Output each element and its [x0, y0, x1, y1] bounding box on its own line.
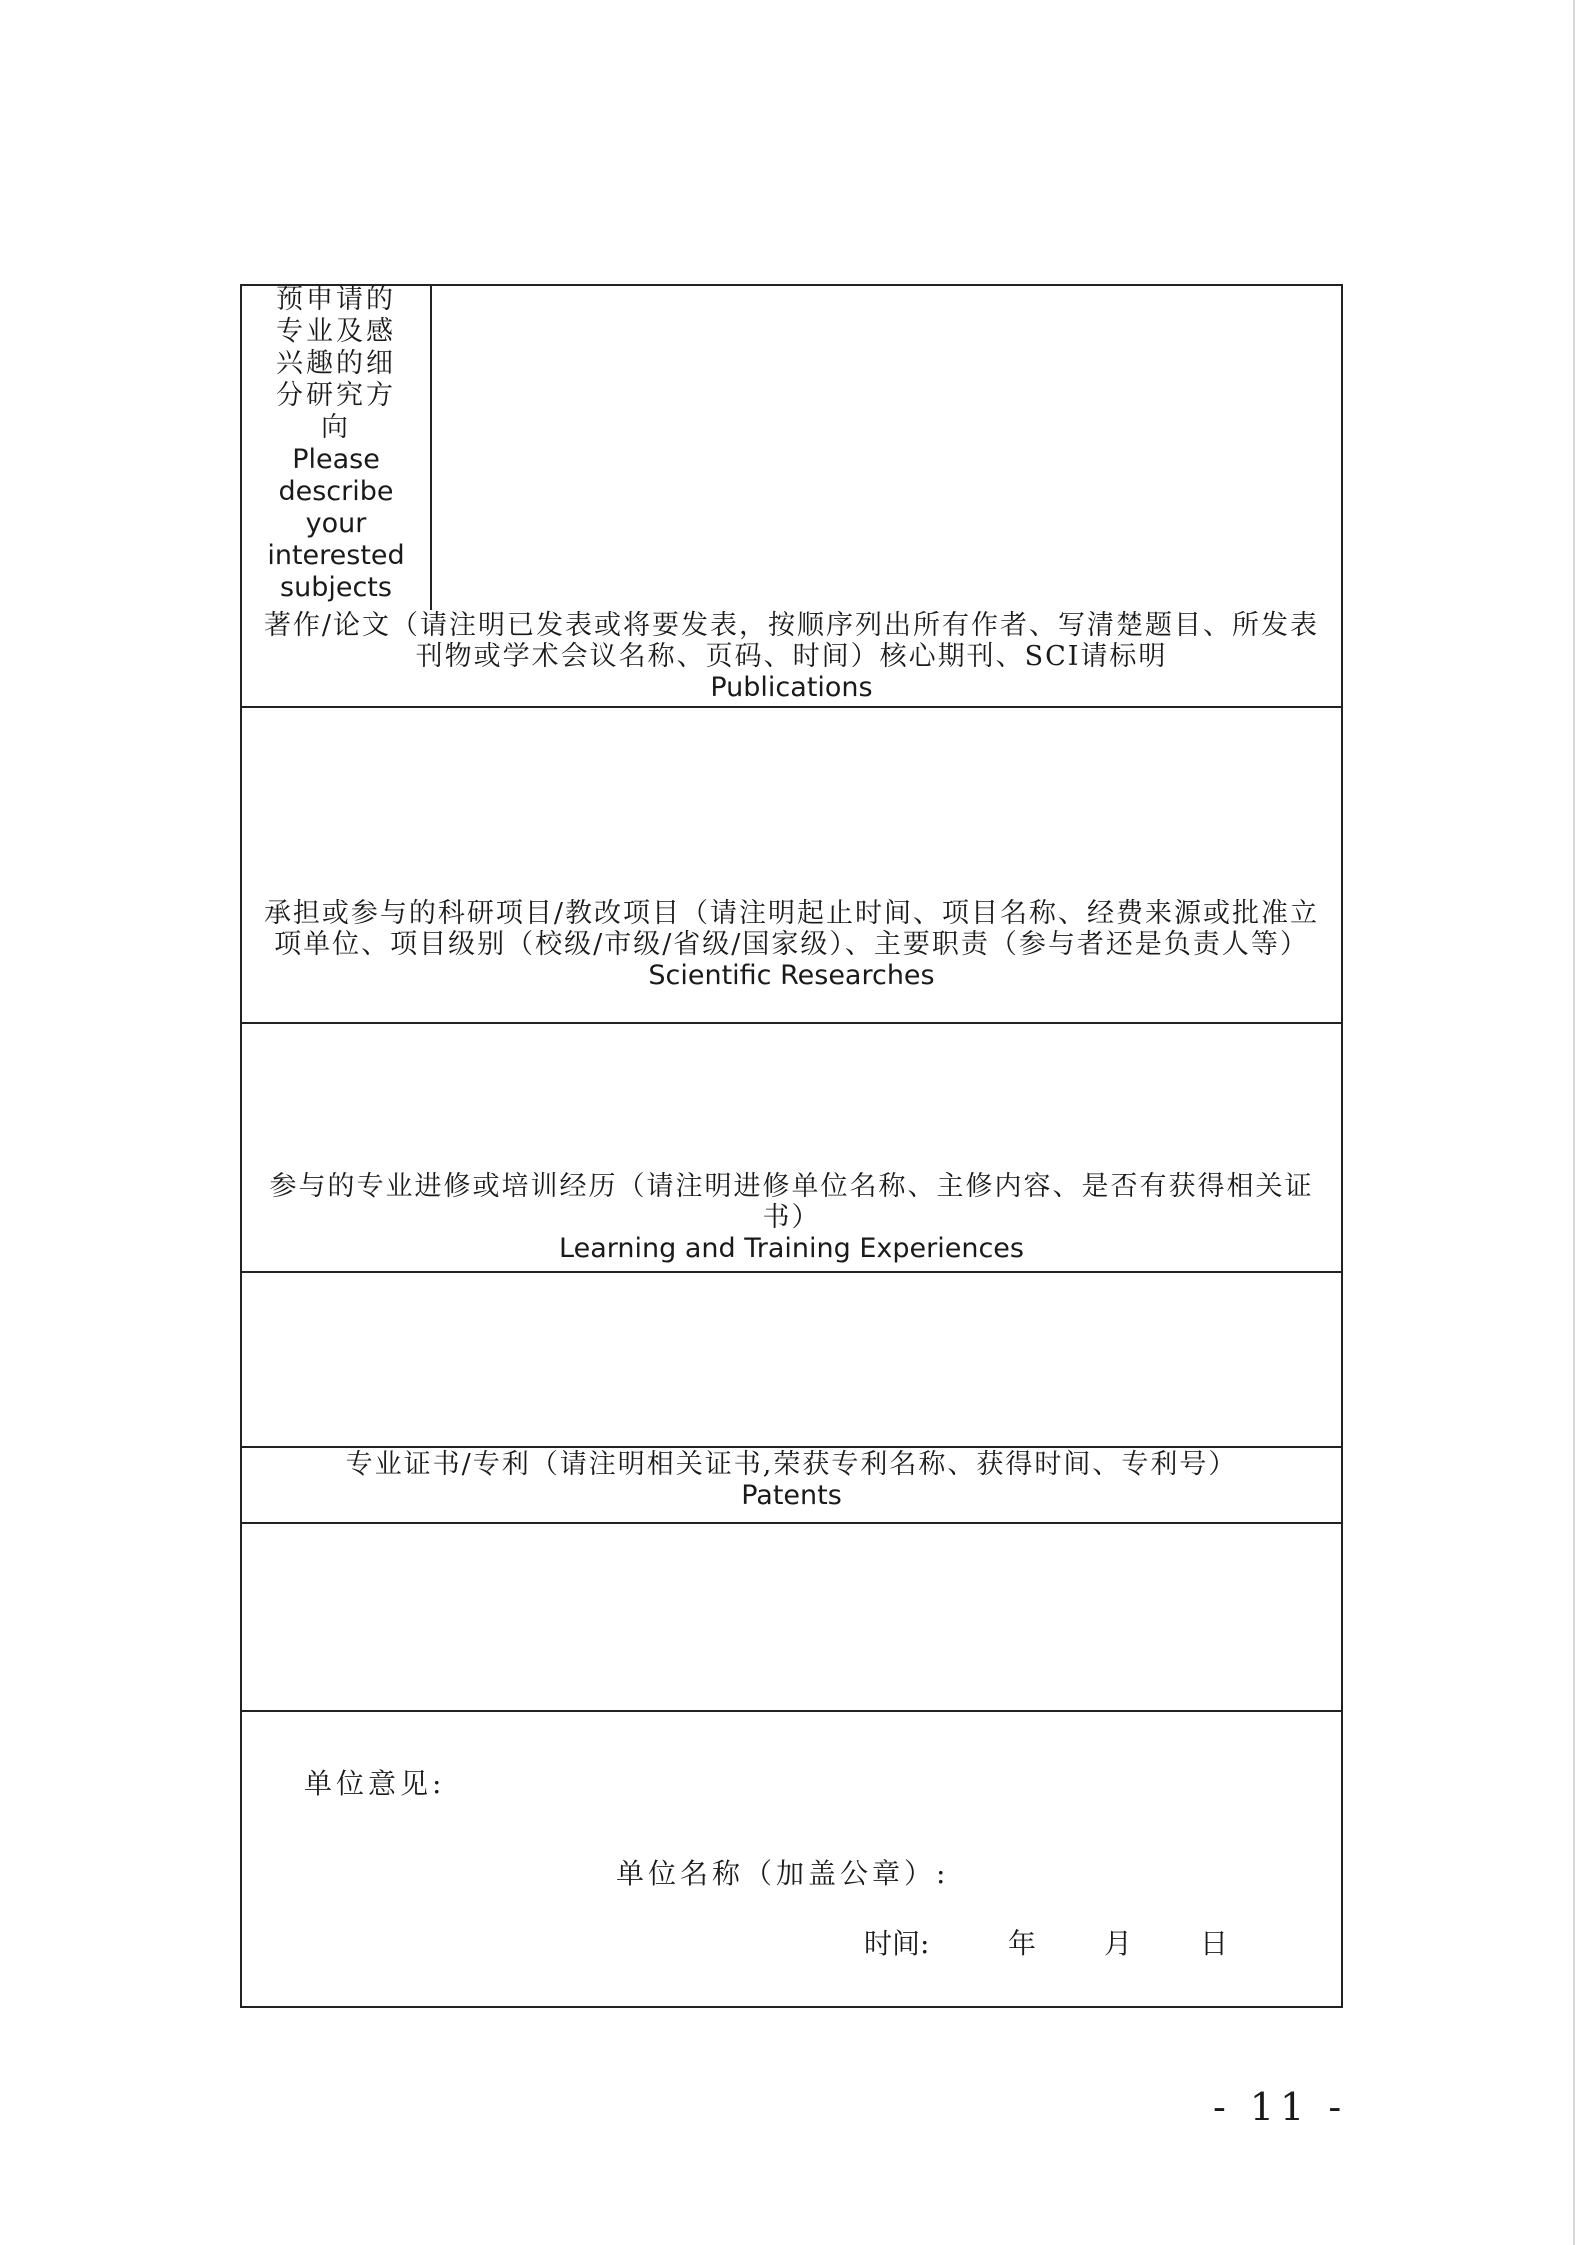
application-form-table — [240, 284, 1343, 2008]
training-label-zh: 参与的专业进修或培训经历（请注明进修单位名称、主修内容、是否有获得相关证书） — [269, 1171, 1314, 1233]
interest-label-en-line: subjects — [280, 572, 392, 603]
publications-label-zh: 著作/论文（请注明已发表或将要发表，按顺序列出所有作者、写清楚题目、所发表刊物或学术会议名称、页码、时间）核心期刊、SCI请标明 — [263, 610, 1320, 672]
scan-edge — [1573, 0, 1575, 2245]
month-label: 月 — [1104, 1927, 1133, 1960]
unit-opinion-label: 单位意见: — [304, 1767, 446, 1800]
day-label: 日 — [1200, 1927, 1229, 1960]
patents-label-zh: 专业证书/专利（请注明相关证书,荣获专利名称、获得时间、专利号） — [345, 1449, 1238, 1480]
research-label-en: Scientific Researches — [648, 960, 935, 991]
unit-name-seal-label: 单位名称（加盖公章）: — [616, 1857, 950, 1890]
training-header — [254, 1171, 1329, 1264]
research-header — [254, 898, 1329, 991]
interest-label-zh: 预申请的专业及感兴趣的细分研究方向 — [276, 284, 396, 443]
table-border-right — [1341, 284, 1343, 2008]
time-label: 时间: — [864, 1927, 930, 1960]
training-input-area[interactable] — [242, 1273, 1341, 1445]
year-label: 年 — [1008, 1927, 1037, 1960]
interest-label-en-line: your — [305, 508, 367, 539]
interest-label-en-line: describe — [278, 476, 394, 507]
publications-input-area[interactable] — [242, 708, 1341, 898]
row-divider — [240, 1710, 1343, 1712]
table-border-bottom — [240, 2006, 1343, 2008]
interest-input-area[interactable] — [432, 286, 1341, 610]
patents-input-area[interactable] — [242, 1524, 1341, 1708]
interest-label-en-line: Please — [292, 444, 380, 475]
row-divider — [240, 1446, 1343, 1448]
interest-label — [242, 284, 430, 610]
page-number: - 11 - — [1213, 2085, 1348, 2129]
patents-header — [254, 1449, 1329, 1511]
training-label-en: Learning and Training Experiences — [559, 1233, 1024, 1264]
publications-label-en: Publications — [710, 672, 873, 703]
interest-label-en-line: interested — [267, 540, 405, 571]
research-label-zh: 承担或参与的科研项目/教改项目（请注明起止时间、项目名称、经费来源或批准立项单位、项目级别（校级/市级/省级/国家级）、主要职责（参与者还是负责人等） — [263, 898, 1320, 960]
research-input-area[interactable] — [242, 1024, 1341, 1166]
patents-label-en: Patents — [741, 1480, 842, 1511]
publications-header — [254, 610, 1329, 703]
